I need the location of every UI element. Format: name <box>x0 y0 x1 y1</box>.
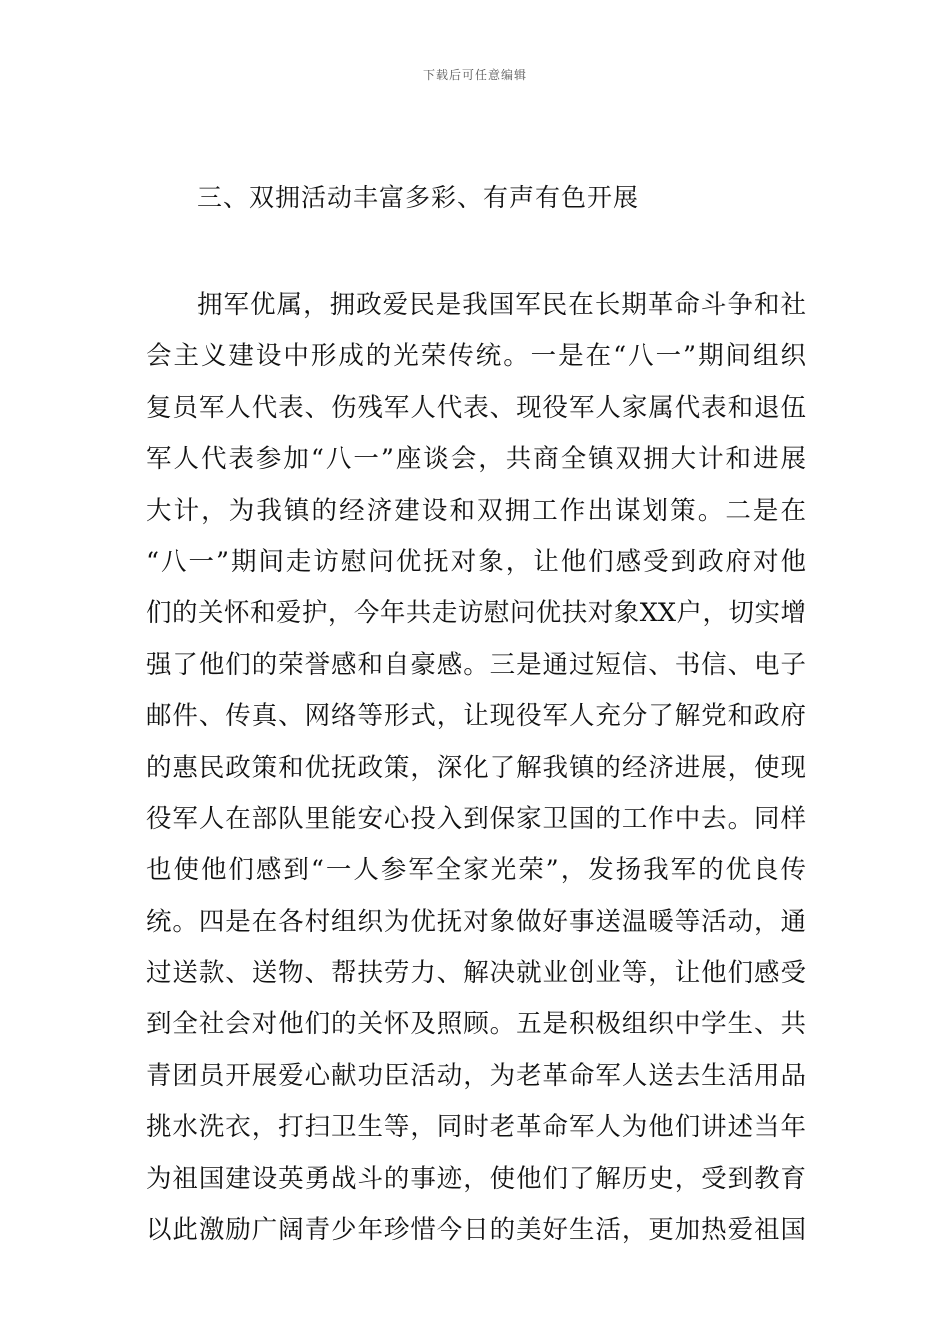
paragraph-line: 为祖国建设英勇战斗的事迹，使他们了解历史，受到教育 <box>146 1163 806 1194</box>
paragraph-line: 以此激励广阔青少年珍惜今日的美好生活，更加热爱祖国 <box>146 1215 806 1246</box>
paragraph-line: 军人代表参加“八一”座谈会，共商全镇双拥大计和进展 <box>146 444 806 475</box>
paragraph-line: 复员军人代表、伤残军人代表、现役军人家属代表和退伍 <box>146 392 806 423</box>
paragraph-line: 也使他们感到“一人参军全家光荣”，发扬我军的优良传 <box>146 855 806 886</box>
paragraph-line: 强了他们的荣誉感和自豪感。三是通过短信、书信、电子 <box>146 649 806 680</box>
paragraph-line: 到全社会对他们的关怀及照顾。五是积极组织中学生、共 <box>146 1009 806 1040</box>
header-note: 下载后可任意编辑 <box>422 68 527 82</box>
paragraph-line: 大计，为我镇的经济建设和双拥工作出谋划策。二是在 <box>146 495 806 526</box>
body-paragraph <box>146 280 806 1256</box>
paragraph-line: 过送款、送物、帮扶劳力、解决就业创业等，让他们感受 <box>146 958 806 989</box>
paragraph-line: 邮件、传真、网络等形式，让现役军人充分了解党和政府 <box>146 701 806 732</box>
paragraph-line: 们的关怀和爱护，今年共走访慰问优扶对象XX户，切实增 <box>146 598 806 629</box>
paragraph-line: 拥军优属，拥政爱民是我国军民在长期革命斗争和社 <box>197 290 806 320</box>
section-heading: 三、双拥活动丰富多彩、有声有色开展 <box>197 183 640 212</box>
paragraph-line: 挑水洗衣，打扫卫生等，同时老革命军人为他们讲述当年 <box>146 1112 806 1143</box>
paragraph-line: 统。四是在各村组织为优抚对象做好事送温暖等活动，通 <box>146 906 806 937</box>
paragraph-line: 的惠民政策和优抚政策，深化了解我镇的经济进展，使现 <box>146 752 806 783</box>
paragraph-line: 役军人在部队里能安心投入到保家卫国的工作中去。同样 <box>146 803 806 834</box>
paragraph-line: “八一”期间走访慰问优抚对象，让他们感受到政府对他 <box>146 546 806 577</box>
paragraph-line: 会主义建设中形成的光荣传统。一是在“八一”期间组织 <box>146 341 806 372</box>
paragraph-line: 青团员开展爱心献功臣活动，为老革命军人送去生活用品 <box>146 1060 806 1091</box>
